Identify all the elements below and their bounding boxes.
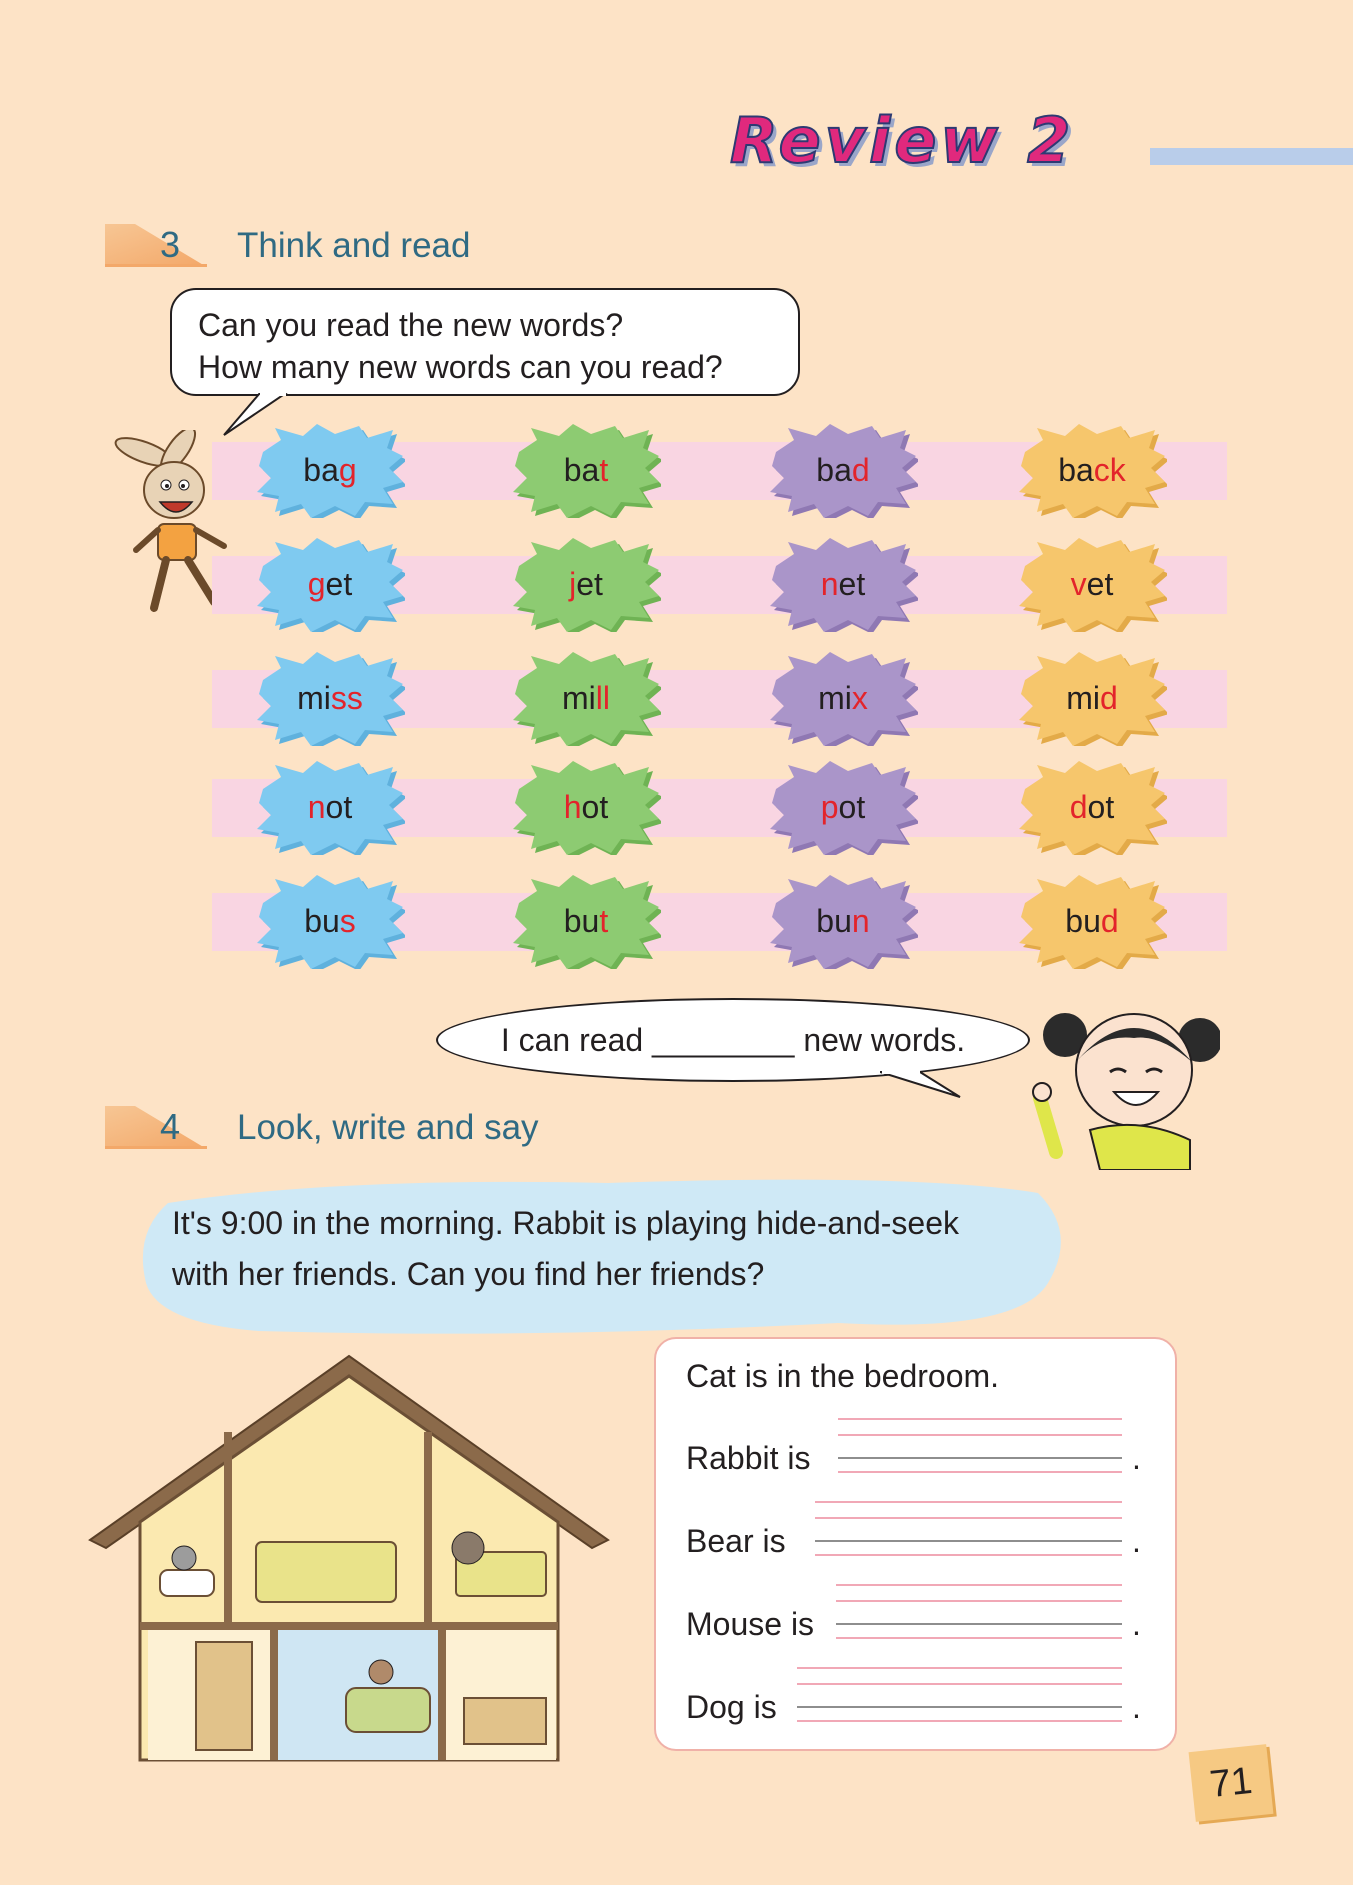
highlighted-letters: j xyxy=(569,566,577,602)
word-part: ba xyxy=(563,452,600,488)
word-part: et xyxy=(325,566,353,602)
phonics-word xyxy=(768,759,918,855)
section-title: Think and read xyxy=(237,226,471,265)
word-card xyxy=(511,422,661,518)
highlighted-letters: d xyxy=(1099,680,1118,716)
answer-line[interactable] xyxy=(836,1623,1122,1625)
sentence-period: . xyxy=(1132,1606,1141,1642)
word-part: bu xyxy=(1065,903,1101,939)
highlighted-letters: h xyxy=(563,789,582,825)
word-card xyxy=(255,650,405,746)
word-part: et xyxy=(576,566,603,602)
example-sentence: Cat is in the bedroom. xyxy=(686,1358,1000,1394)
word-part: ba xyxy=(303,452,339,488)
phonics-word xyxy=(511,422,661,518)
guide-line xyxy=(836,1600,1122,1602)
guide-line xyxy=(815,1517,1122,1519)
guide-line xyxy=(838,1418,1122,1420)
word-part: bu xyxy=(563,903,600,939)
phonics-word xyxy=(511,873,661,969)
word-card xyxy=(255,422,405,518)
word-card xyxy=(768,422,918,518)
word-part: mi xyxy=(818,680,852,716)
answer-bubble: I can read ________ new words. xyxy=(436,998,1030,1082)
story-text xyxy=(172,1198,1052,1300)
word-part: ot xyxy=(838,789,866,825)
page-title: Review 2 xyxy=(730,104,1075,177)
prompt-label: Mouse is xyxy=(686,1606,815,1642)
word-card xyxy=(768,650,918,746)
highlighted-letters: v xyxy=(1070,566,1087,602)
guide-line xyxy=(815,1501,1122,1503)
word-part: ba xyxy=(1058,452,1094,488)
phonics-word xyxy=(768,873,918,969)
word-part: ba xyxy=(816,452,852,488)
word-part: mi xyxy=(297,680,331,716)
word-part: et xyxy=(1086,566,1114,602)
word-card xyxy=(1017,422,1167,518)
word-part: ot xyxy=(581,789,609,825)
sentence-period: . xyxy=(1132,1523,1141,1559)
word-card xyxy=(255,759,405,855)
word-card xyxy=(255,873,405,969)
prompt-label: Rabbit is xyxy=(686,1440,811,1476)
highlighted-letters: d xyxy=(1100,903,1119,939)
phonics-word xyxy=(1017,759,1167,855)
phonics-word xyxy=(255,759,405,855)
prompt-label: Dog is xyxy=(686,1689,777,1725)
guide-line xyxy=(797,1667,1122,1669)
word-card xyxy=(1017,650,1167,746)
section-tab xyxy=(105,1106,205,1148)
word-card xyxy=(1017,536,1167,632)
highlighted-letters: t xyxy=(599,452,609,488)
guide-line xyxy=(838,1434,1122,1436)
guide-line xyxy=(797,1683,1122,1685)
highlighted-letters: t xyxy=(599,903,609,939)
phonics-word xyxy=(255,422,405,518)
phonics-word xyxy=(255,873,405,969)
story-line: It's 9:00 in the morning. Rabbit is playing hide-and-seek xyxy=(172,1205,959,1241)
guide-line xyxy=(838,1471,1122,1473)
sentence-period: . xyxy=(1132,1440,1141,1476)
word-part: bu xyxy=(304,903,340,939)
phonics-word xyxy=(255,650,405,746)
word-card xyxy=(768,873,918,969)
word-card xyxy=(511,536,661,632)
guide-line xyxy=(815,1554,1122,1556)
section-number: 4 xyxy=(160,1106,181,1147)
section-title: Look, write and say xyxy=(237,1108,539,1147)
phonics-word xyxy=(1017,873,1167,969)
question-line: Can you read the new words? xyxy=(198,307,624,343)
answer-line[interactable] xyxy=(838,1457,1122,1459)
highlighted-letters: ck xyxy=(1093,452,1126,488)
phonics-word xyxy=(255,536,405,632)
section-4-header xyxy=(105,1096,665,1152)
word-card xyxy=(511,650,661,746)
word-part: ot xyxy=(1087,789,1115,825)
highlighted-letters: g xyxy=(338,452,357,488)
highlighted-letters: p xyxy=(820,789,839,825)
guide-line xyxy=(836,1637,1122,1639)
highlighted-letters: d xyxy=(851,452,870,488)
word-card xyxy=(768,759,918,855)
highlighted-letters: n xyxy=(851,903,870,939)
word-card xyxy=(1017,759,1167,855)
word-card xyxy=(1017,873,1167,969)
sentence-period: . xyxy=(1132,1689,1141,1725)
bubble-tail xyxy=(880,1070,965,1100)
house-illustration xyxy=(86,1352,614,1764)
story-line: with her friends. Can you find her friends? xyxy=(172,1256,765,1292)
word-part: mi xyxy=(562,680,596,716)
phonics-word xyxy=(1017,422,1167,518)
highlighted-letters: s xyxy=(339,903,356,939)
word-card xyxy=(511,873,661,969)
answer-line[interactable] xyxy=(815,1540,1122,1542)
highlighted-letters: ll xyxy=(595,680,610,716)
highlighted-letters: n xyxy=(307,789,326,825)
phonics-word xyxy=(511,650,661,746)
guide-line xyxy=(797,1720,1122,1722)
word-part: ot xyxy=(325,789,353,825)
section-number: 3 xyxy=(160,224,181,265)
highlighted-letters: n xyxy=(820,566,839,602)
phonics-word xyxy=(768,422,918,518)
word-part: mi xyxy=(1066,680,1100,716)
highlighted-letters: x xyxy=(851,680,868,716)
word-part: et xyxy=(838,566,866,602)
girl-illustration xyxy=(1030,1000,1220,1170)
word-card xyxy=(768,536,918,632)
prompt-label: Bear is xyxy=(686,1523,786,1559)
question-line: How many new words can you read? xyxy=(198,349,723,385)
phonics-word xyxy=(768,536,918,632)
highlighted-letters: d xyxy=(1069,789,1088,825)
word-part: bu xyxy=(816,903,852,939)
word-card xyxy=(511,759,661,855)
phonics-word xyxy=(768,650,918,746)
highlighted-letters: g xyxy=(307,566,326,602)
word-card xyxy=(255,536,405,632)
phonics-word xyxy=(511,536,661,632)
phonics-word xyxy=(1017,536,1167,632)
page-number: 71 xyxy=(1189,1744,1274,1822)
answer-line[interactable] xyxy=(797,1706,1122,1708)
phonics-word xyxy=(1017,650,1167,746)
highlighted-letters: ss xyxy=(330,680,363,716)
guide-line xyxy=(836,1584,1122,1586)
phonics-word xyxy=(511,759,661,855)
